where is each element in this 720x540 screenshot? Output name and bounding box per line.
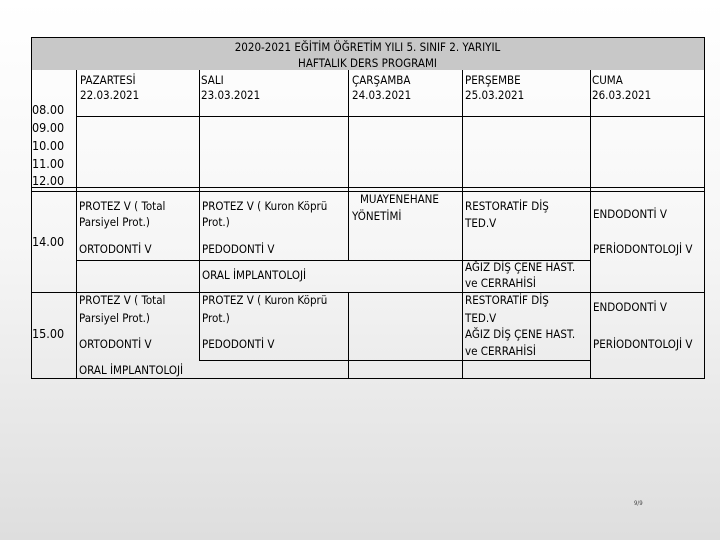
date-thursday: 25.03.2021 xyxy=(465,88,525,102)
course-cell: ENDODONTİ V xyxy=(593,207,667,221)
course-cell: Parsiyel Prot.) xyxy=(79,311,150,325)
day-monday: PAZARTESİ xyxy=(80,73,136,87)
col-rule xyxy=(76,70,77,379)
course-cell: ENDODONTİ V xyxy=(593,300,667,314)
course-cell: AĞIZ DİŞ ÇENE HAST. xyxy=(465,327,576,341)
time-0900: 09.00 xyxy=(32,120,65,135)
date-friday: 26.03.2021 xyxy=(592,88,652,102)
day-friday: CUMA xyxy=(592,73,623,87)
schedule-title-line1: 2020-2021 EĞİTİM ÖĞRETİM YILI 5. SINIF 2. YARIYIL xyxy=(234,40,501,54)
day-thursday: PERŞEMBE xyxy=(465,73,521,87)
day-wednesday: ÇARŞAMBA xyxy=(352,73,411,87)
time-1400: 14.00 xyxy=(32,234,65,249)
course-cell: PEDODONTİ V xyxy=(202,337,275,351)
course-cell: Prot.) xyxy=(202,215,230,229)
course-cell: MUAYENEHANE xyxy=(360,192,439,206)
col-rule xyxy=(348,70,349,260)
course-cell: TED.V xyxy=(465,216,497,230)
course-cell: AĞIZ DİŞ ÇENE HAST. xyxy=(465,260,576,274)
course-cell: RESTORATİF DİŞ xyxy=(465,293,549,307)
course-cell: ORAL İMPLANTOLOJİ xyxy=(79,363,184,377)
time-0800: 08.00 xyxy=(32,102,65,117)
course-cell: TED.V xyxy=(465,311,497,325)
course-cell: PERİODONTOLOJİ V xyxy=(593,337,693,351)
time-1100: 11.00 xyxy=(32,156,65,171)
row-rule xyxy=(76,116,705,117)
col-rule xyxy=(199,70,200,360)
date-monday: 22.03.2021 xyxy=(80,88,140,102)
date-tuesday: 23.03.2021 xyxy=(201,88,261,102)
course-cell: Prot.) xyxy=(202,311,230,325)
course-cell: ve CERRAHİSİ xyxy=(465,344,536,358)
course-cell: ve CERRAHİSİ xyxy=(465,276,536,290)
table-top-border xyxy=(31,37,705,38)
course-cell: Parsiyel Prot.) xyxy=(79,215,150,229)
schedule-title-line2: HAFTALIK DERS PROGRAMI xyxy=(298,56,437,70)
course-cell: PROTEZ V ( Kuron Köprü xyxy=(202,199,328,213)
course-cell: PERİODONTOLOJİ V xyxy=(593,242,693,256)
course-cell: YÖNETİMİ xyxy=(352,209,402,223)
course-cell: ORTODONTİ V xyxy=(79,337,152,351)
time-1200: 12.00 xyxy=(32,173,65,188)
table-bottom-border xyxy=(31,378,705,379)
col-rule xyxy=(348,292,349,379)
course-cell: ORAL İMPLANTOLOJİ xyxy=(202,268,307,282)
table-right-border xyxy=(704,37,705,379)
page-number: 9/9 xyxy=(634,500,643,507)
col-rule xyxy=(462,70,463,379)
course-cell: RESTORATİF DİŞ xyxy=(465,199,549,213)
time-1500: 15.00 xyxy=(32,326,65,341)
course-cell: PROTEZ V ( Kuron Köprü xyxy=(202,293,328,307)
course-cell: PROTEZ V ( Total xyxy=(79,293,166,307)
row-rule xyxy=(199,360,591,361)
course-cell: PROTEZ V ( Total xyxy=(79,199,166,213)
date-wednesday: 24.03.2021 xyxy=(352,88,412,102)
row-rule-lunch xyxy=(31,187,705,188)
time-1000: 10.00 xyxy=(32,138,65,153)
course-cell: PEDODONTİ V xyxy=(202,242,275,256)
course-cell: ORTODONTİ V xyxy=(79,242,152,256)
day-tuesday: SALI xyxy=(201,73,224,87)
col-rule xyxy=(590,70,591,379)
